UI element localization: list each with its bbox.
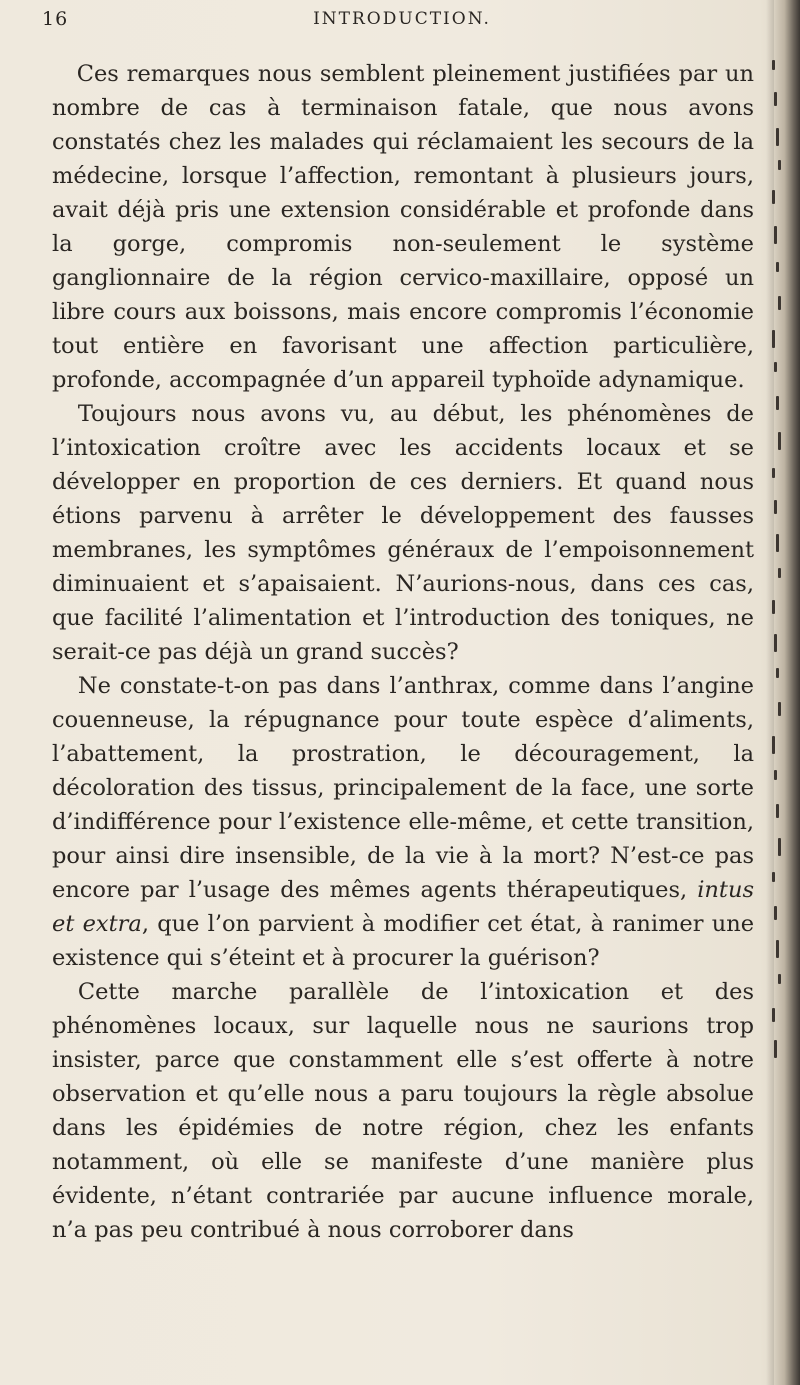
edge-ink-mark <box>774 634 777 652</box>
edge-ink-mark <box>774 362 777 372</box>
edge-ink-mark <box>774 906 777 920</box>
edge-ink-mark <box>776 128 779 146</box>
edge-ink-mark <box>776 668 779 678</box>
edge-ink-mark <box>772 600 775 614</box>
edge-ink-mark <box>772 60 775 70</box>
edge-ink-mark <box>774 92 777 106</box>
edge-ink-mark <box>776 534 779 552</box>
edge-ink-mark <box>778 432 781 450</box>
paragraph-1: Ces remarques nous semblent pleinement justifiées par un nombre de cas à terminaison fatale, que nous avons constatés chez les malades qui réclamaient les secours de la médecine, lorsque l’affection, remontant à plusieurs jours, avait déjà pris une extension considérable et profonde dans la gorge, compromis non-seulement le système ganglionnaire de la région cervico-maxillaire, opposé un libre cours aux boissons, mais encore compromis l’économie tout entière en favorisant une affection particulière, profonde, accompagnée d’un appareil typhoïde adynamique. <box>52 61 754 393</box>
edge-ink-mark <box>772 736 775 754</box>
edge-ink-mark <box>772 1008 775 1022</box>
edge-ink-mark <box>778 838 781 856</box>
page-number: 16 <box>42 8 69 30</box>
edge-ink-mark <box>772 468 775 478</box>
edge-ink-mark <box>778 568 781 578</box>
paragraph-2: Toujours nous avons vu, au début, les phénomènes de l’intoxication croître avec les accidents locaux et se développer en proportion de ces derniers. Et quand nous étions parvenu à arrêter le développement des fausses membranes, les symptômes généraux de l’empoisonnement diminuaient et s’apaisaient. N’aurions-nous, dans ces cas, que facilité l’alimentation et l’introduction des toniques, ne serait-ce pas déjà un grand succès? <box>52 401 754 665</box>
edge-ink-mark <box>778 974 781 984</box>
edge-ink-mark <box>772 330 775 348</box>
running-head: INTRODUCTION. <box>313 9 491 29</box>
edge-ink-mark <box>774 500 777 514</box>
edge-ink-mark <box>772 190 775 204</box>
edge-ink-mark <box>774 1040 777 1058</box>
edge-ink-mark <box>778 160 781 170</box>
paragraph-3: Ne constate-t-on pas dans l’anthrax, comme dans l’angine couenneuse, la répugnance pour toute espèce d’aliments, l’abattement, la prostration, le découragement, la décoloration des tissus, principalement de la face, une sorte d’indifférence pour l’existence elle-même, et cette transition, pour ainsi dire insensible, de la vie à la mort? N’est-ce pas encore par l’usage des mêmes agents thérapeutiques, intus et extra, que l’on parvient à modifier cet état, à ranimer une existence qui s’éteint et à procurer la guérison? <box>52 673 755 971</box>
edge-ink-mark <box>778 702 781 716</box>
bleed-through-edge <box>772 40 786 1080</box>
paragraph-4: Cette marche parallèle de l’intoxication et des phénomènes locaux, sur laquelle nous ne saurions trop insister, parce que constamment elle s’est offerte à notre observation et qu’elle nous a paru toujours la règle absolue dans les épidémies de notre région, chez les enfants notamment, où elle se manifeste d’une manière plus évidente, n’étant contrariée par aucune influence morale, n’a pas peu contribué à nous corroborer dans <box>52 979 754 1243</box>
edge-ink-mark <box>774 770 777 780</box>
edge-ink-mark <box>776 940 779 958</box>
edge-ink-mark <box>776 262 779 272</box>
edge-ink-mark <box>772 872 775 882</box>
body-text <box>52 57 754 1247</box>
latin-phrase: intus et extra <box>52 877 754 937</box>
edge-ink-mark <box>774 226 777 244</box>
page-header <box>42 8 762 38</box>
edge-ink-mark <box>776 804 779 818</box>
edge-ink-mark <box>776 396 779 410</box>
edge-ink-mark <box>778 296 781 310</box>
